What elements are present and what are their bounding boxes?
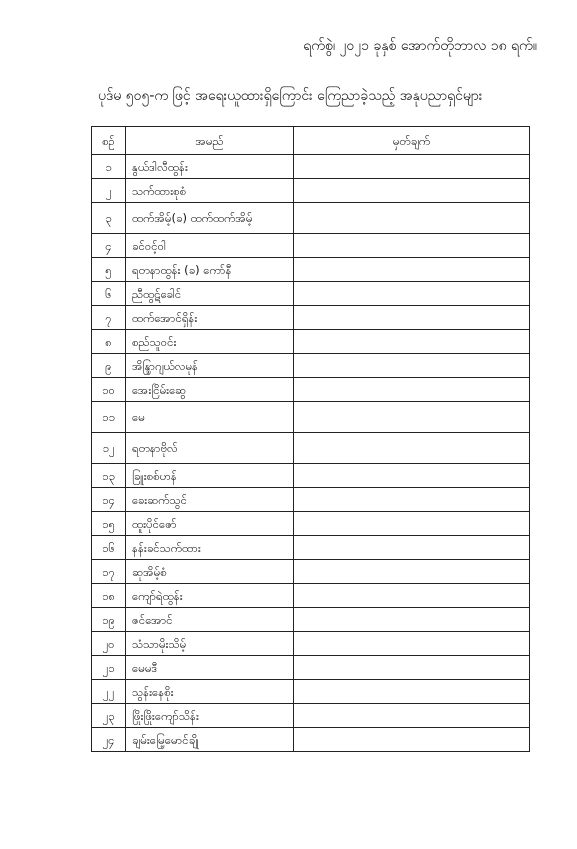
- row-number: ၁၅: [92, 512, 126, 536]
- row-name: ရတနာထွန်း (ခ) ကော်နီ: [126, 258, 294, 282]
- table-row: [92, 234, 530, 258]
- row-name: ခေးဆက်သွင်: [126, 488, 294, 512]
- row-remark: [294, 464, 530, 488]
- table-row: [92, 402, 530, 433]
- row-number: ၇: [92, 306, 126, 330]
- table-row: [92, 179, 530, 203]
- table-header-row: [92, 127, 530, 155]
- row-remark: [294, 632, 530, 656]
- table-row: [92, 488, 530, 512]
- table-row: [92, 282, 530, 306]
- row-name: ညီထွဋ်ခေါင်: [126, 282, 294, 306]
- row-remark: [294, 354, 530, 378]
- row-name: အေးငြိမ်းဆွေ: [126, 378, 294, 402]
- artists-table: [91, 126, 530, 752]
- row-name: ထက်အောင်ရှိန်း: [126, 306, 294, 330]
- row-name: ဇင်အောင်: [126, 608, 294, 632]
- row-name: ရတနာဗိုလ်: [126, 433, 294, 464]
- row-remark: [294, 330, 530, 354]
- table-row: [92, 536, 530, 560]
- row-name: ထက်အိမ့်(ခ) ထက်ထက်အိမ့်: [126, 203, 294, 234]
- row-number: ၆: [92, 282, 126, 306]
- row-remark: [294, 378, 530, 402]
- table-row: [92, 330, 530, 354]
- table-row: [92, 584, 530, 608]
- table-row: [92, 155, 530, 179]
- row-number: ၁၀: [92, 378, 126, 402]
- row-remark: [294, 203, 530, 234]
- row-number: ၂၃: [92, 704, 126, 728]
- row-name: ကျော်ရဲထွန်း: [126, 584, 294, 608]
- row-number: ၁၇: [92, 560, 126, 584]
- row-name: ခင်ဝင့်ဝါ: [126, 234, 294, 258]
- row-remark: [294, 680, 530, 704]
- row-number: ၂၄: [92, 728, 126, 752]
- table-row: [92, 656, 530, 680]
- row-name: ဆုအိမ့်စံ: [126, 560, 294, 584]
- row-remark: [294, 584, 530, 608]
- row-remark: [294, 488, 530, 512]
- row-name: အိန္ဒြာဂျယ်လမုန်: [126, 354, 294, 378]
- column-header-name: အမည်: [126, 127, 294, 155]
- table-row: [92, 203, 530, 234]
- row-number: ၁: [92, 155, 126, 179]
- table-row: [92, 608, 530, 632]
- row-name: သက်ထားစုစံ: [126, 179, 294, 203]
- row-number: ၈: [92, 330, 126, 354]
- table-row: [92, 704, 530, 728]
- row-remark: [294, 656, 530, 680]
- row-remark: [294, 704, 530, 728]
- row-name: စည်သူဝင်း: [126, 330, 294, 354]
- table-body: [92, 155, 530, 752]
- row-name: မေမဒီ: [126, 656, 294, 680]
- row-number: ၅: [92, 258, 126, 282]
- row-name: နွယ်ဒါလီထွန်း: [126, 155, 294, 179]
- row-remark: [294, 402, 530, 433]
- row-number: ၃: [92, 203, 126, 234]
- row-number: ၂၁: [92, 656, 126, 680]
- table-row: [92, 632, 530, 656]
- row-number: ၁၆: [92, 536, 126, 560]
- row-remark: [294, 258, 530, 282]
- row-remark: [294, 306, 530, 330]
- table-row: [92, 560, 530, 584]
- column-header-number: စဉ်: [92, 127, 126, 155]
- row-remark: [294, 728, 530, 752]
- row-remark: [294, 433, 530, 464]
- document-title: ပုဒ်မ ၅၀၅-က ဖြင့် အရေးယူထားရှိကြောင်း ကြေညာခဲ့သည့် အနုပညာရှင်များ: [98, 88, 483, 104]
- row-number: ၄: [92, 234, 126, 258]
- table-row: [92, 354, 530, 378]
- table-row: [92, 306, 530, 330]
- row-number: ၁၉: [92, 608, 126, 632]
- row-remark: [294, 536, 530, 560]
- row-name: သွန်းနေစိုး: [126, 680, 294, 704]
- row-name: သံသာမိုးသိမ့်: [126, 632, 294, 656]
- table-row: [92, 433, 530, 464]
- row-number: ၂၂: [92, 680, 126, 704]
- row-name: ချမ်းမြေ့မောင်ချို: [126, 728, 294, 752]
- table-row: [92, 512, 530, 536]
- table-row: [92, 378, 530, 402]
- row-remark: [294, 512, 530, 536]
- row-name: ခြူးစစ်ဟန်: [126, 464, 294, 488]
- row-remark: [294, 155, 530, 179]
- column-header-remark: မှတ်ချက်: [294, 127, 530, 155]
- row-remark: [294, 179, 530, 203]
- row-name: ဖြိုးဖြိုးကျော်သိန်း: [126, 704, 294, 728]
- table-row: [92, 258, 530, 282]
- row-remark: [294, 608, 530, 632]
- row-number: ၁၂: [92, 433, 126, 464]
- row-name: နန်းခင်သက်ထား: [126, 536, 294, 560]
- row-remark: [294, 560, 530, 584]
- row-number: ၉: [92, 354, 126, 378]
- row-number: ၂: [92, 179, 126, 203]
- table-row: [92, 680, 530, 704]
- row-number: ၁၈: [92, 584, 126, 608]
- table-row: [92, 464, 530, 488]
- row-number: ၂၀: [92, 632, 126, 656]
- row-name: ထူးပိုင်ဇော်: [126, 512, 294, 536]
- row-remark: [294, 234, 530, 258]
- row-name: မေ: [126, 402, 294, 433]
- document-date: ရက်စွဲ၊ ၂၀၂၁ ခုနှစ် အောက်တိုဘာလ ၁၈ ရက်။: [303, 38, 537, 54]
- row-number: ၁၁: [92, 402, 126, 433]
- row-remark: [294, 282, 530, 306]
- row-number: ၁၃: [92, 464, 126, 488]
- table-row: [92, 728, 530, 752]
- row-number: ၁၄: [92, 488, 126, 512]
